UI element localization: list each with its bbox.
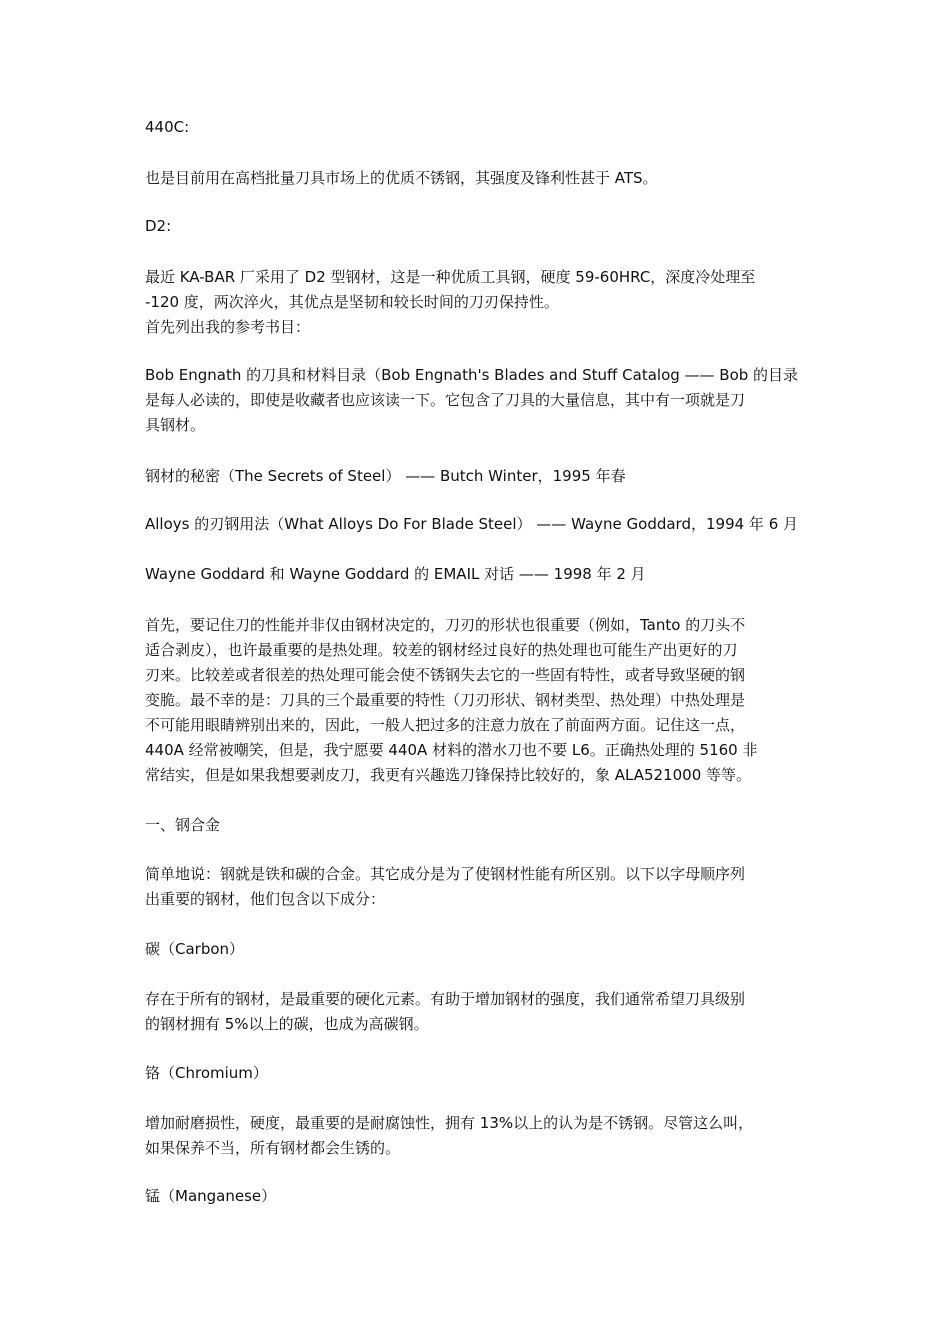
text-line: 440C: [145,118,190,136]
text-line: 的钢材拥有 5%以上的碳，也成为高碳钢。 [145,1015,429,1033]
text-line: 锰（Manganese） [145,1187,277,1205]
reference-email-dialogue [145,562,646,587]
text-line: 常结实，但是如果我想要剥皮刀，我更有兴趣选刀锋保持比较好的，象 ALA521000 等等。 [145,766,752,784]
text-line: 适合剥皮），也许最重要的是热处理。较差的钢材经过良好的热处理也可能生产出更好的刀 [145,641,738,659]
text-line: 变脆。最不幸的是：刀具的三个最重要的特性（刀刃形状、钢材类型、热处理）中热处理是 [145,691,746,709]
text-line: 最近 KA-BAR 厂采用了 D2 型钢材，这是一种优质工具钢，硬度 59-60HRC，深度冷处理至 [145,268,756,286]
text-line: 铬（Chromium） [145,1064,268,1082]
text-line: 是每人必读的，即使是收藏者也应该读一下。它包含了刀具的大量信息，其中有一项就是刀 [145,391,746,409]
text-line: 钢材的秘密（The Secrets of Steel） —— Butch Winter，1995 年春 [145,467,626,485]
text-line: -120 度，两次淬火，其优点是坚韧和较长时间的刀刃保持性。 [145,293,559,311]
text-line: 出重要的钢材，他们包含以下成分： [145,890,386,908]
text-line: 首先，要记住刀的性能并非仅由钢材决定的，刀刃的形状也很重要（例如，Tanto 的刀头不 [145,616,746,634]
heading-manganese [145,1184,276,1209]
text-line: 不可能用眼睛辨别出来的，因此，一般人把过多的注意力放在了前面两方面。记住这一点， [145,716,746,734]
heading-d2 [145,214,171,239]
heading-carbon [145,937,244,962]
text-line: 首先列出我的参考书目： [145,318,311,336]
paragraph-chromium [145,1111,753,1161]
text-line: 简单地说：钢就是铁和碳的合金。其它成分是为了使钢材性能有所区别。以下以字母顺序列 [145,865,746,883]
text-line: 如果保养不当，所有钢材都会生锈的。 [145,1139,401,1157]
section-heading-steel-alloys [145,813,220,838]
paragraph-steel-definition [145,862,745,912]
paragraph-440c-description [145,166,658,191]
reference-secrets-of-steel [145,464,626,489]
text-line: 刃来。比较差或者很差的热处理可能会使不锈钢失去它的一些固有特性，或者导致坚硬的钢 [145,666,746,684]
text-line: Bob Engnath 的刀具和材料目录（Bob Engnath's Blades and Stuff Catalog —— Bob 的目录 [145,366,799,384]
paragraph-carbon [145,987,745,1037]
paragraph-d2-description [145,265,755,340]
text-line: D2: [145,217,172,235]
text-line: Wayne Goddard 和 Wayne Goddard 的 EMAIL 对话 —— 1998 年 2 月 [145,565,646,583]
text-line: 碳（Carbon） [145,940,245,958]
heading-chromium [145,1061,268,1086]
reference-bob-engnath [145,363,798,438]
text-line: 具钢材。 [145,416,206,434]
text-line: 存在于所有的钢材，是最重要的硬化元素。有助于增加钢材的强度，我们通常希望刀具级别 [145,990,746,1008]
text-line: 也是目前用在高档批量刀具市场上的优质不锈钢，其强度及锋利性甚于 ATS。 [145,169,658,187]
text-line: 440A 经常被嘲笑，但是，我宁愿要 440A 材料的潜水刀也不要 L6。正确热处理的 5160 非 [145,741,758,759]
reference-what-alloys-do [145,512,798,537]
text-line: Alloys 的刃钢用法（What Alloys Do For Blade Steel） —— Wayne Goddard，1994 年 6 月 [145,515,799,533]
text-line: 一、钢合金 [145,816,221,834]
heading-440c [145,115,189,140]
paragraph-heat-treatment [145,613,757,788]
text-line: 增加耐磨损性，硬度，最重要的是耐腐蚀性，拥有 13%以上的认为是不锈钢。尽管这么叫， [145,1114,754,1132]
